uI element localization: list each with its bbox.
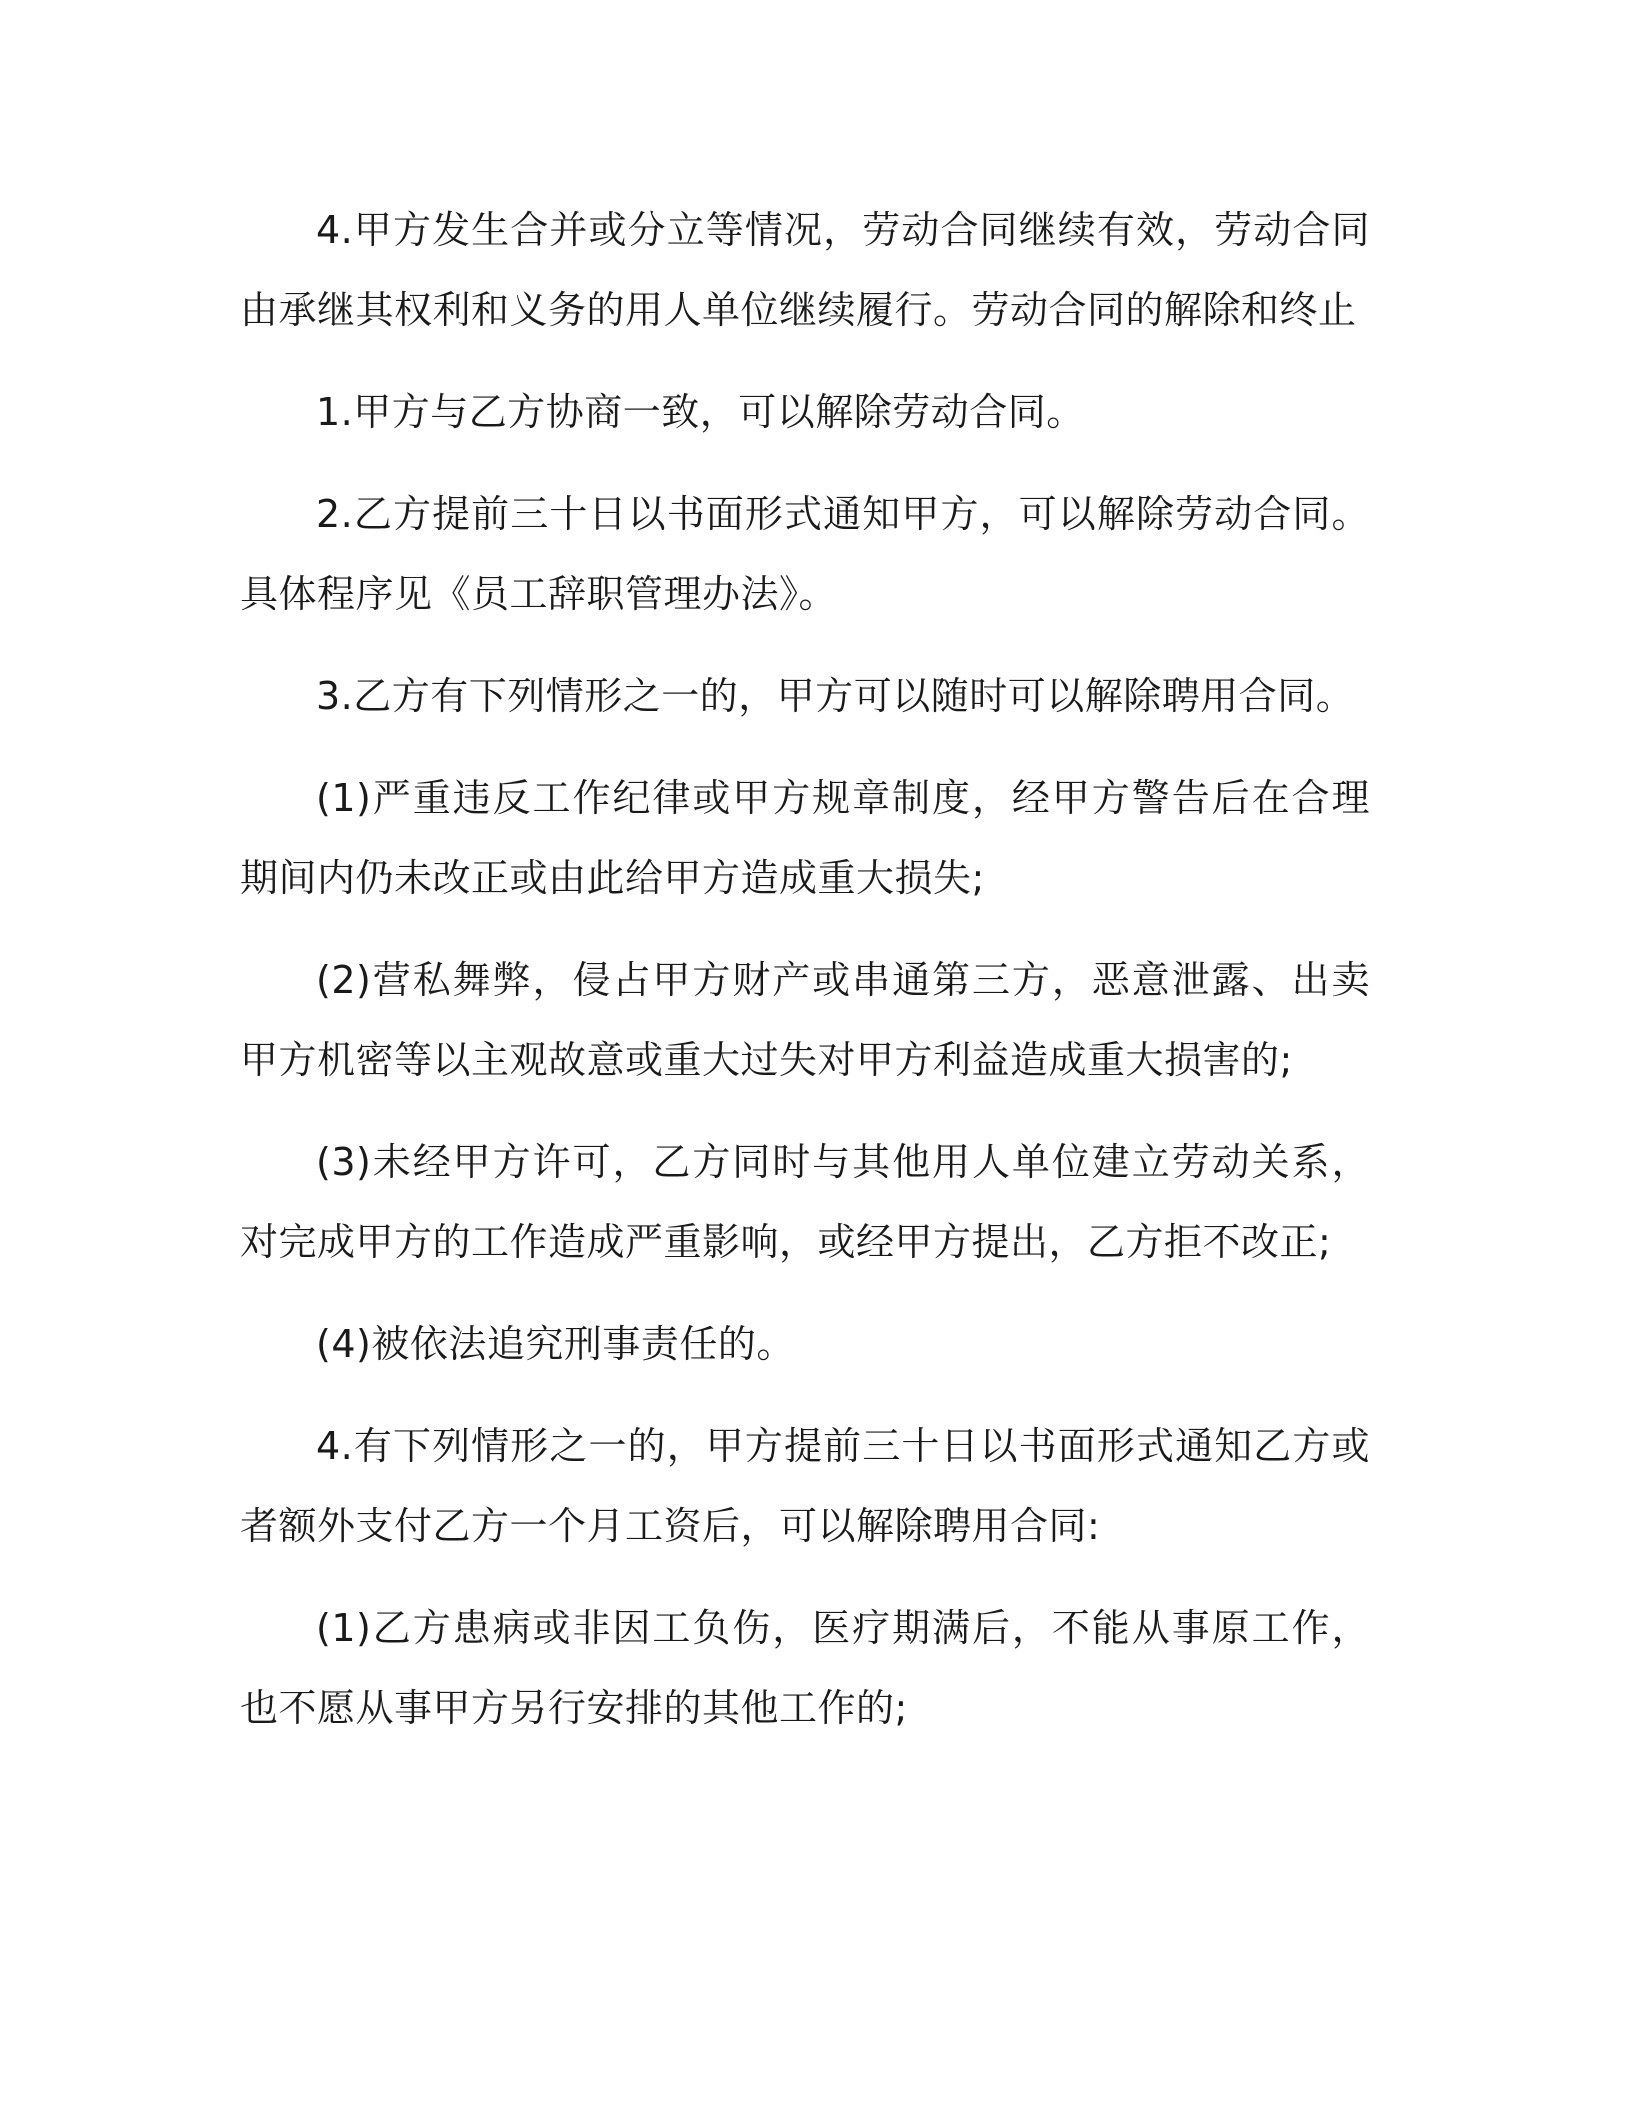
paragraph-item-2-misconduct: (2)营私舞弊，侵占甲方财产或串通第三方，恶意泄露、出卖甲方机密等以主观故意或重大过失对甲方利益造成重大损害的;	[240, 958, 1370, 1082]
paragraph-resignation-notice: 2.乙方提前三十日以书面形式通知甲方，可以解除劳动合同。具体程序见《员工辞职管理办法》。	[240, 492, 1370, 616]
document-body	[240, 190, 1370, 1770]
paragraph-notice-termination: 4.有下列情形之一的，甲方提前三十日以书面形式通知乙方或者额外支付乙方一个月工资后，可以解除聘用合同:	[240, 1424, 1370, 1548]
paragraph-merger-clause: 4.甲方发生合并或分立等情况，劳动合同继续有效，劳动合同由承继其权利和义务的用人单位继续履行。劳动合同的解除和终止	[240, 208, 1370, 332]
paragraph-immediate-termination: 3.乙方有下列情形之一的，甲方可以随时可以解除聘用合同。	[316, 674, 1355, 718]
paragraph-item-1-discipline: (1)严重违反工作纪律或甲方规章制度，经甲方警告后在合理期间内仍未改正或由此给甲方造成重大损失;	[240, 776, 1370, 900]
paragraph-item-4-criminal: (4)被依法追究刑事责任的。	[316, 1322, 795, 1366]
paragraph-mutual-agreement: 1.甲方与乙方协商一致，可以解除劳动合同。	[316, 390, 1085, 434]
paragraph-item-3-dual-employment: (3)未经甲方许可，乙方同时与其他用人单位建立劳动关系，对完成甲方的工作造成严重影响，或经甲方提出，乙方拒不改正;	[240, 1140, 1370, 1264]
paragraph-item-1-illness: (1)乙方患病或非因工负伤，医疗期满后，不能从事原工作，也不愿从事甲方另行安排的其他工作的;	[240, 1606, 1370, 1730]
